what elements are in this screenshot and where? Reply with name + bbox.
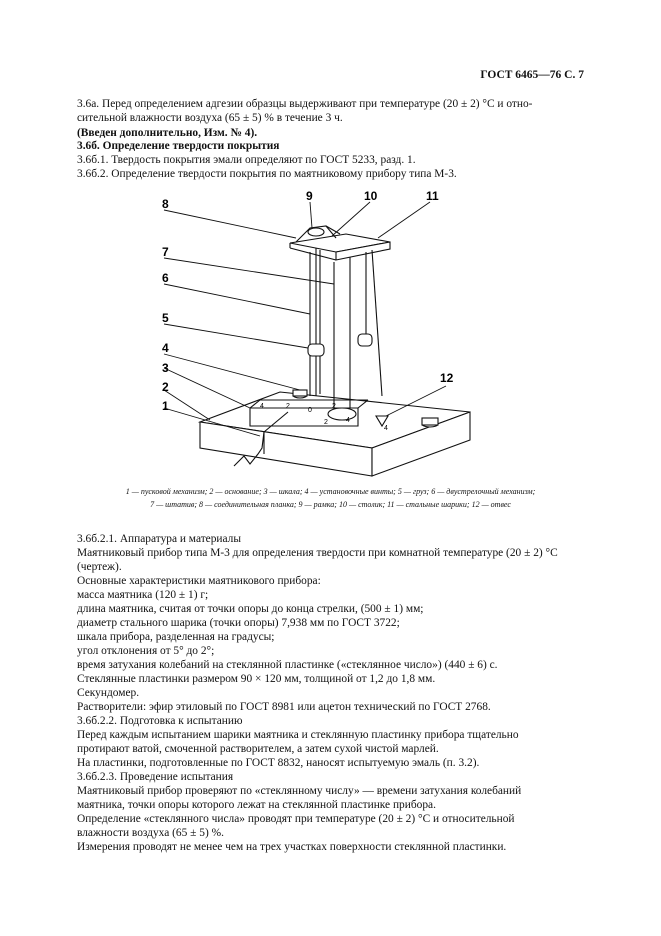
scale-mark: 4 [346, 417, 350, 424]
page-header: ГОСТ 6465—76 С. 7 [480, 69, 584, 81]
callout-8: 8 [162, 197, 169, 211]
scale-mark: 2 [286, 403, 290, 410]
weight-right [358, 334, 372, 346]
paragraph-3-6b-2: 3.6б.2. Определение твердости покрытия по маятниковому прибору типа М-3. [77, 168, 457, 180]
test-line2: маятника, точки опоры которого лежат на стеклянной пластинке прибора. [77, 799, 436, 811]
preparation-line1: Перед каждым испытанием шарики маятника и стеклянную пластинку прибора тщательно [77, 729, 519, 741]
scale-mark: 2 [324, 419, 328, 426]
paragraph-3-6a-line1: 3.6а. Перед определением адгезии образцы выдерживают при температуре (20 ± 2) °С и отно- [77, 98, 533, 110]
preparation-line2: протирают ватой, смоченной растворителем, а затем сухой чистой марлей. [77, 743, 439, 755]
scale-mark: 2 [332, 403, 336, 410]
weight-left [308, 344, 324, 356]
glass-plates: Стеклянные пластинки размером 90 × 120 мм, толщиной от 1,2 до 1,8 мм. [77, 673, 436, 685]
spec-decay: время затухания колебаний на стеклянной пластинке («стеклянное число») (440 ± 6) с. [77, 659, 498, 671]
conditions-line1: Определение «стеклянного числа» проводят при температуре (20 ± 2) °С и относительной [77, 813, 515, 825]
figure-caption-line2: 7 — штатив; 8 — соединительная планка; 9 — рамка; 10 — столик; 11 — стальные шарики; 12 — отвес [150, 500, 511, 509]
spec-angle: угол отклонения от 5° до 2°; [77, 645, 215, 657]
callout-3: 3 [162, 361, 169, 375]
stopwatch: Секундомер. [77, 687, 140, 699]
subsection-3-6b-2-1: 3.6б.2.1. Аппаратура и материалы [77, 533, 242, 545]
callout-1: 1 [162, 399, 169, 413]
paragraph-3-6b-1: 3.6б.1. Твердость покрытия эмали определяют по ГОСТ 5233, разд. 1. [77, 154, 416, 166]
callout-2: 2 [162, 380, 169, 394]
callout-9: 9 [306, 189, 313, 203]
callout-6: 6 [162, 271, 169, 285]
base-side-face [372, 412, 470, 476]
spec-scale: шкала прибора, разделенная на градусы; [77, 631, 275, 643]
subsection-3-6b-2-2: 3.6б.2.2. Подготовка к испытанию [77, 715, 243, 727]
measurements: Измерения проводят не менее чем на трех участках поверхности стеклянной пластинки. [77, 841, 507, 853]
pendulum-line1: Маятниковый прибор типа М-3 для определения твердости при комнатной температуре (20 ± 2) °С [77, 547, 558, 559]
pendulum-line2: (чертеж). [77, 561, 122, 573]
section-heading-3-6b: 3.6б. Определение твердости покрытия [77, 140, 280, 152]
paragraph-3-6a-line2: сительной влажности воздуха (65 ± 5) % в течение 3 ч. [77, 112, 343, 124]
callout-5: 5 [162, 311, 169, 325]
spec-length: длина маятника, считая от точки опоры до конца стрелки, (500 ± 1) мм; [77, 603, 424, 615]
base-front-face [200, 422, 372, 476]
test-line1: Маятниковый прибор проверяют по «стеклянному числу» — времени затухания колебаний [77, 785, 522, 797]
callout-11: 11 [426, 189, 439, 203]
plates-coating: На пластинки, подготовленные по ГОСТ 8832, наносят испытуемую эмаль (п. 3.2). [77, 757, 480, 769]
pendulum-device-drawing [150, 186, 490, 482]
solvents: Растворители: эфир этиловый по ГОСТ 8981 или ацетон технический по ГОСТ 2768. [77, 701, 491, 713]
scale-mark: 0 [308, 407, 312, 414]
characteristics-heading: Основные характеристики маятникового прибора: [77, 575, 321, 587]
callout-10: 10 [364, 189, 378, 203]
figure-caption-line1: 1 — пусковой механизм; 2 — основание; 3 — шкала; 4 — установочные винты; 5 — груз; 6 — двустрелочный механизм; [125, 487, 536, 496]
callout-4: 4 [162, 341, 169, 355]
scale-mark: 4 [260, 403, 264, 410]
spec-mass: масса маятника (120 ± 1) г; [77, 589, 209, 601]
callout-12: 12 [440, 371, 454, 385]
subsection-3-6b-2-3: 3.6б.2.3. Проведение испытания [77, 771, 234, 783]
callout-7: 7 [162, 245, 169, 259]
scale-mark: 4 [384, 425, 388, 432]
amendment-note: (Введен дополнительно, Изм. № 4). [77, 127, 258, 139]
spec-ball: диаметр стального шарика (точки опоры) 7,938 мм по ГОСТ 3722; [77, 617, 400, 629]
conditions-line2: влажности воздуха (65 ± 5) %. [77, 827, 224, 839]
